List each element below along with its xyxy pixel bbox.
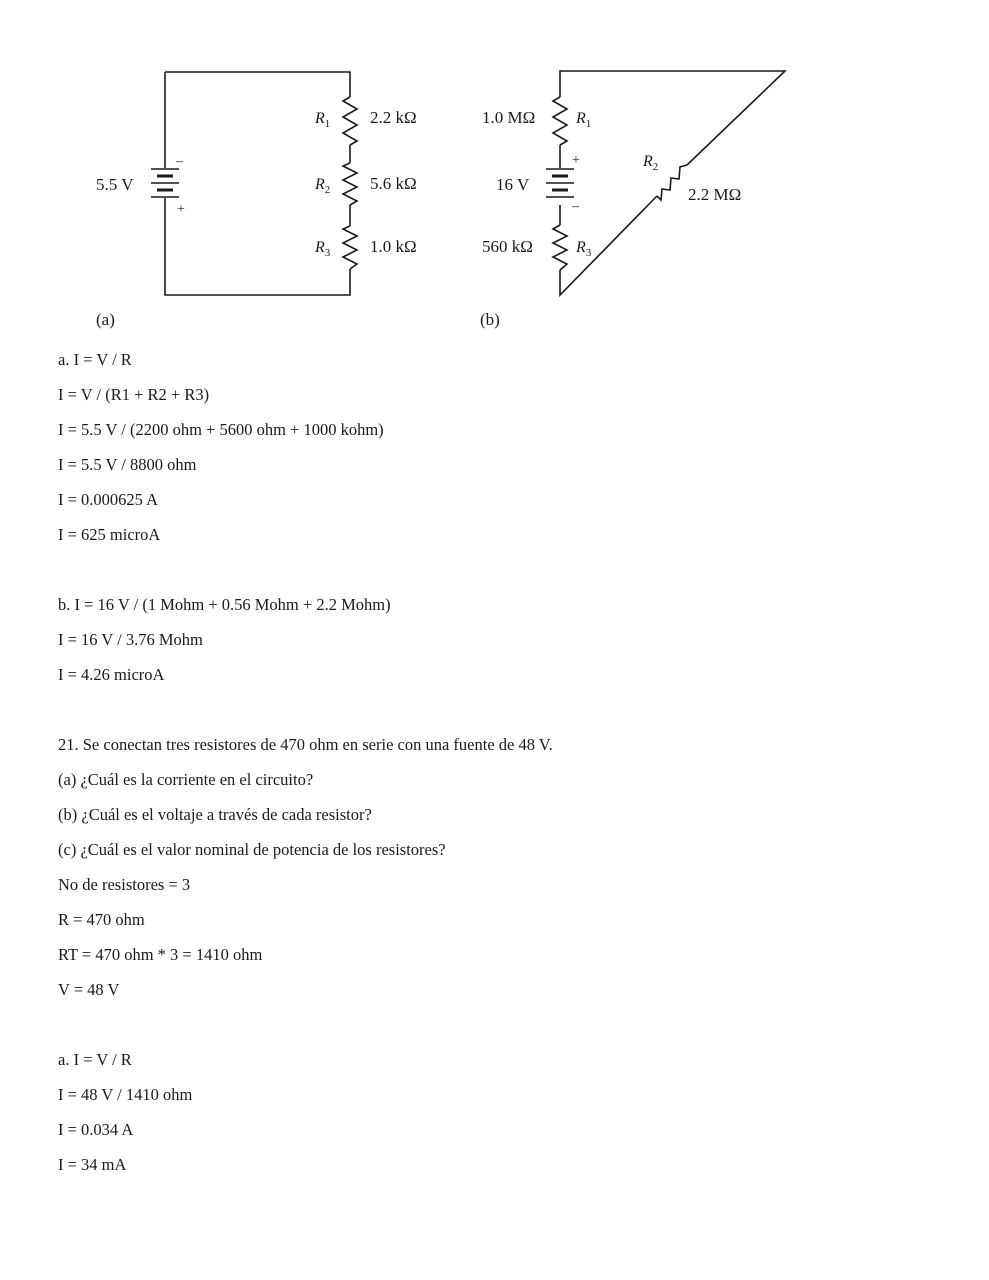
circuit-b-wires	[560, 71, 785, 295]
text-line: I = V / (R1 + R2 + R3)	[58, 385, 210, 404]
text-line: I = 16 V / 3.76 Mohm	[58, 630, 203, 649]
circuit-a-r2-symbol: $R_2$	[315, 176, 331, 196]
text-line: R = 470 ohm	[58, 910, 145, 929]
text-line: I = 0.000625 A	[58, 490, 159, 509]
circuit-a-source-label: 5.5 V	[96, 175, 134, 194]
circuit-b	[480, 71, 785, 329]
text-line: I = 5.5 V / (2200 ohm + 5600 ohm + 1000 kohm)	[58, 420, 384, 439]
question-title: 21. Se conectan tres resistores de 470 ohm en serie con una fuente de 48 V.	[58, 735, 553, 754]
circuit-b-minus-sign: –	[572, 199, 579, 214]
circuit-b-r1-value: 1.0 MΩ	[482, 108, 536, 127]
circuit-b-r1-zigzag	[553, 97, 567, 145]
text-line: a. I = V / R	[58, 350, 132, 369]
circuit-b-r2-symbol: $R_2$	[643, 153, 659, 173]
text-line: I = 5.5 V / 8800 ohm	[58, 455, 197, 474]
circuit-a-r3-value: 1.0 kΩ	[370, 237, 417, 256]
text-line: b. I = 16 V / (1 Mohm + 0.56 Mohm + 2.2 Mohm)	[58, 595, 391, 614]
text-line: I = 0.034 A	[58, 1120, 134, 1139]
text-line: I = 4.26 microA	[58, 665, 165, 684]
circuit-a-r1-value: 2.2 kΩ	[370, 108, 417, 127]
circuit-b-r3-zigzag	[553, 225, 567, 270]
circuit-a-r3-symbol: $R_3$	[315, 239, 331, 259]
circuit-a-r2-value: 5.6 kΩ	[370, 174, 417, 193]
circuit-b-r3-symbol: $R_3$	[576, 239, 592, 259]
text-line: I = 34 mA	[58, 1155, 127, 1174]
circuit-b-r3-value: 560 kΩ	[482, 237, 533, 256]
question-part: (c) ¿Cuál es el valor nominal de potencia de los resistores?	[58, 840, 446, 859]
circuit-a-minus-sign: –	[176, 154, 183, 169]
text-line: RT = 470 ohm * 3 = 1410 ohm	[58, 945, 263, 964]
circuit-a-caption: (a)	[96, 310, 115, 329]
circuit-a-battery	[151, 169, 179, 197]
circuit-a	[96, 72, 417, 329]
circuit-a-plus-sign: +	[177, 202, 185, 217]
circuit-b-r2-zigzag	[657, 165, 687, 200]
circuit-b-r1-symbol: $R_1$	[576, 110, 592, 130]
circuit-b-r2-value: 2.2 MΩ	[688, 185, 742, 204]
circuit-b-battery	[546, 169, 574, 197]
circuit-a-r3-zigzag	[343, 226, 357, 269]
question-part: (a) ¿Cuál es la corriente en el circuito?	[58, 770, 314, 789]
text-line: I = 48 V / 1410 ohm	[58, 1085, 193, 1104]
circuit-a-r2-zigzag	[343, 163, 357, 205]
text-line: a. I = V / R	[58, 1050, 132, 1069]
text-line: V = 48 V	[58, 980, 120, 999]
circuit-b-plus-sign: +	[572, 153, 580, 168]
circuit-b-caption: (b)	[480, 310, 500, 329]
circuit-b-source-label: 16 V	[496, 175, 530, 194]
circuit-a-r1-symbol: $R_1$	[315, 110, 331, 130]
circuit-a-r1-zigzag	[343, 97, 357, 145]
question-part: (b) ¿Cuál es el voltaje a través de cada resistor?	[58, 805, 372, 824]
circuit-figure	[0, 0, 989, 340]
text-line: No de resistores = 3	[58, 875, 191, 894]
text-line: I = 625 microA	[58, 525, 161, 544]
